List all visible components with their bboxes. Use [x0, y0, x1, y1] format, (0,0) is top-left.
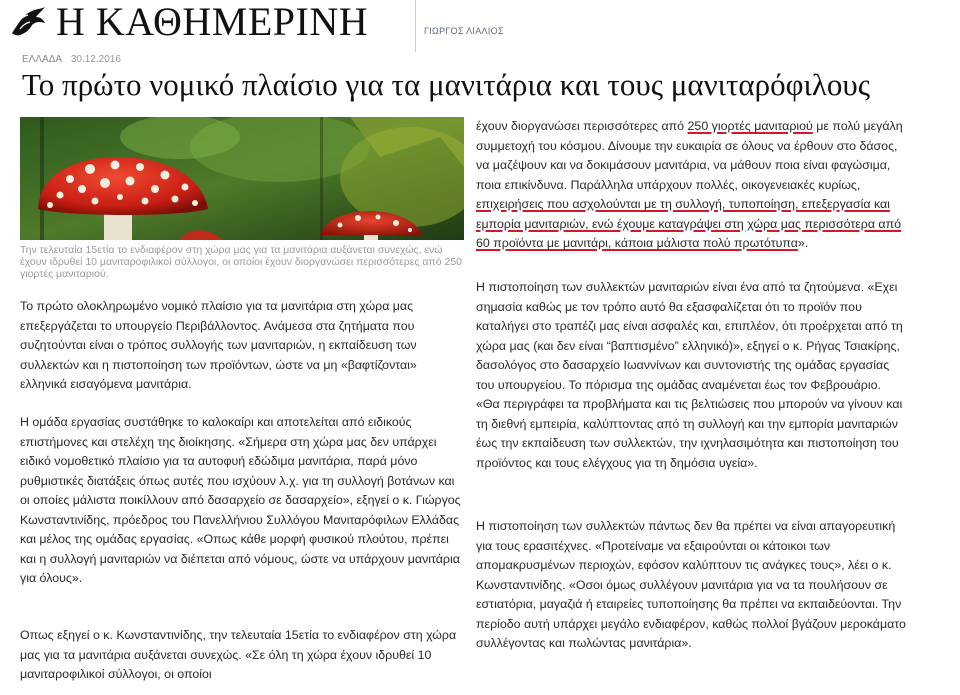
left-paragraph-2	[20, 413, 466, 589]
newspaper-brand[interactable]: Η ΚΑΘΗΜΕΡΙΝΗ	[56, 0, 369, 44]
paragraph-text: Η πιστοποίηση των συλλεκτών μανιταριών είναι ένα από τα ζητούμενα. «Εχει σημασία καθώς με τον τρόπο αυτό θα εξασφαλίζεται ότι το προϊόν που καταλήγει στο τραπέζι μας είναι ασφαλές και, επιπλέον, ότι προέρχεται από τη χώρα μας (και δεν είναι “βαπτισμένο” ελληνικό)», εξηγεί ο κ. Ρήγας Τσιακίρης, δασολόγος στο δασαρχείο Ιωαννίνων και συντονιστής της ομάδας εργασίας του υπουργείου. Το πόρισμα της ομάδας αναμένεται έως τον Φεβρουάριο. «Θα περιγράφει τα προβλήματα και τις βελτιώσεις που μπορούν να γίνουν και τη διεθνή εμπειρία, καλύπτοντας από τη συλλογή και την εμπορία μανιταριών έως την εκπαίδευση των συλλεκτών, την ιχνηλασιμότητα και πιστοποίηση του προϊόντος και τους ελέγχους για τη δημόσια υγεία».	[476, 280, 903, 470]
text-run: ».	[797, 236, 809, 250]
highlighted-text: 250 γιορτές μανιταριού	[687, 119, 813, 133]
left-paragraph-1	[20, 297, 466, 395]
paragraph-text: Το πρώτο ολοκληρωμένο νομικό πλαίσιο για τα μανιτάρια στη χώρα μας επεξεργάζεται το υπουργείο Περιβάλλοντος. Ανάμεσα στα ζητήματα που συζητούνται είναι ο τρόπος συλλογής των μανιταριών, η εκπαίδευση των συλλεκτών και η πιστοποίηση των προϊόντων, ώστε να μη «βαφτίζονται» ελληνικά εισαγόμενα μανιτάρια.	[20, 299, 417, 391]
left-paragraph-3	[20, 626, 466, 685]
masthead	[4, 2, 414, 42]
publish-date: 30.12.2016	[70, 54, 121, 65]
bird-logo-icon	[8, 5, 48, 39]
author-name[interactable]: ΓΙΩΡΓΟΣ ΛΙΑΛΙΟΣ	[424, 26, 504, 36]
paragraph-text: Η ομάδα εργασίας συστάθηκε το καλοκαίρι και αποτελείται από ειδικούς επιστήμονες και στελέχη της διοίκησης. «Σήμερα στη χώρα μας δεν υπάρχει ειδικό νομοθετικό πλαίσιο για τα αυτοφυή εδώδιμα μανιτάρια, παρά μόνο ρυθμιστικές διατάξεις όπως αυτές που ισχύουν λ.χ. για τη συλλογή βοτάνων και οι οποίες μάλιστα ποικίλλουν από δασαρχείο σε δασαρχείο», εξηγεί ο κ. Γιώργος Κωνσταντινίδης, πρόεδρος του Πανελλήνιου Συλλόγου Μανιταρόφιλων Ελλάδας και μέλος της ομάδας εργασίας. «Οπως κάθε μορφή φυσικού πλούτου, πρέπει και η συλλογή μανιταριών να διέπεται από νόμους, ώστε να υπάρχουν μανιτάρια για όλους».	[20, 415, 461, 585]
right-paragraph-1	[476, 117, 906, 254]
paragraph-text: Οπως εξηγεί ο κ. Κωνσταντινίδης, την τελευταία 15ετία το ενδιαφέρον στη χώρα μας για τα μανιτάρια αυξάνεται συνεχώς. «Σε όλη τη χώρα έχουν ιδρυθεί 10 μανιταροφιλικοί σύλλογοι, οι οποίοι	[20, 628, 457, 681]
article-meta	[22, 54, 121, 65]
header-divider	[415, 0, 416, 52]
article-photo	[20, 117, 464, 240]
text-run: με πολύ μεγάλη συμμετοχή του κόσμου. Δίνουμε την ευκαιρία σε όλους να έρθουν στο δάσος, να μαζέψουν και να δοκιμάσουν μανιτάρια, να μάθουν ποια είναι φαγώσιμα, ποια επικίνδυνα. Παράλληλα υπάρχουν πολλές, οικογενειακές κυρίως,	[476, 119, 903, 192]
paragraph-text	[476, 117, 906, 254]
text-run: έχουν διοργανώσει περισσότερες από	[476, 119, 688, 133]
photo-caption: Την τελευταία 15ετία το ενδιαφέρον στη χώρα μας για τα μανιτάρια αυξάνεται συνεχώς, ενώ έχουν ιδρυθεί 10 μανιταροφιλικοί σύλλογοι, οι οποίοι έχουν διοργανώσει περισσότερες από 250 γιορτές μανιταριού.	[20, 244, 462, 280]
section-label[interactable]: ΕΛΛΑΔΑ	[22, 54, 63, 65]
paragraph-text: Η πιστοποίηση των συλλεκτών πάντως δεν θα πρέπει να είναι απαγορευτική για τους ερασιτέχνες. «Προτείναμε να εξαιρούνται οι κάτοικοι των απομακρυσμένων περιοχών, εφόσον καλύπτουν τις ανάγκες τους», λέει ο κ. Κωνσταντινίδης. «Οσοι όμως συλλέγουν μανιτάρια για να τα πουλήσουν σε εστιατόρια, μαγαζιά ή εταιρείες τυποποίησης θα πρέπει να εκπαιδεύονται. Την περίοδο αυτή υπάρχει μεγάλο ενδιαφέρον, καθώς πολλοί βγάζουν μεροκάματο συλλέγοντας και πωλώντας μανιτάρια».	[476, 519, 906, 650]
article-headline: Το πρώτο νομικό πλαίσιο για τα μανιτάρια και τους μανιταρόφιλους	[22, 67, 871, 102]
highlighted-text: επιχειρήσεις που ασχολούνται με τη συλλογή, τυποποίηση, επεξεργασία και εμπορία μανιταριών, ενώ έχουμε καταγράψει στη χώρα μας περισσότερα από 60 προϊόντα με μανιτάρι, κάποια μάλιστα πολύ πρωτότυπα	[476, 197, 902, 250]
right-paragraph-3	[476, 517, 906, 654]
mushroom-image	[20, 117, 464, 240]
right-paragraph-2	[476, 278, 906, 473]
